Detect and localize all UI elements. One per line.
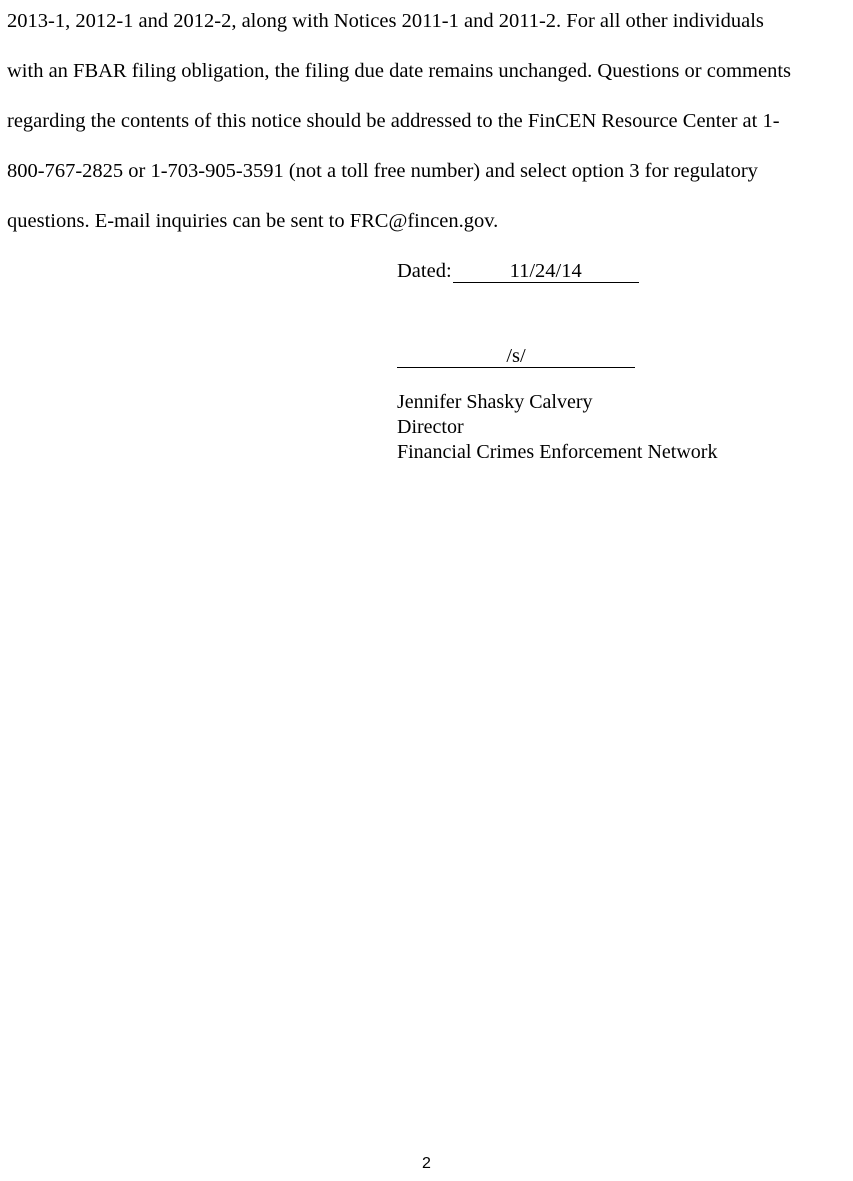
paragraph-line-3: regarding the contents of this notice should be addressed to the FinCEN Resource Center at 1- bbox=[7, 110, 780, 132]
signer-title: Director bbox=[397, 416, 464, 438]
signature-block bbox=[397, 390, 717, 465]
signature-line: /s/ bbox=[397, 345, 635, 368]
paragraph-line-2: with an FBAR filing obligation, the filing due date remains unchanged. Questions or comments bbox=[7, 60, 791, 82]
paragraph-line-4: 800-767-2825 or 1-703-905-3591 (not a toll free number) and select option 3 for regulatory bbox=[7, 160, 758, 182]
signer-name: Jennifer Shasky Calvery bbox=[397, 391, 593, 413]
page-number: 2 bbox=[422, 1155, 431, 1172]
dated-label: Dated: bbox=[397, 260, 452, 282]
dated-value: 11/24/14 bbox=[453, 260, 639, 283]
signer-organization: Financial Crimes Enforcement Network bbox=[397, 441, 718, 463]
dated-line bbox=[397, 259, 639, 283]
paragraph-line-1: 2013-1, 2012-1 and 2012-2, along with Notices 2011-1 and 2011-2. For all other individuals bbox=[7, 10, 764, 32]
paragraph-line-5: questions. E-mail inquiries can be sent to FRC@fincen.gov. bbox=[7, 210, 499, 232]
